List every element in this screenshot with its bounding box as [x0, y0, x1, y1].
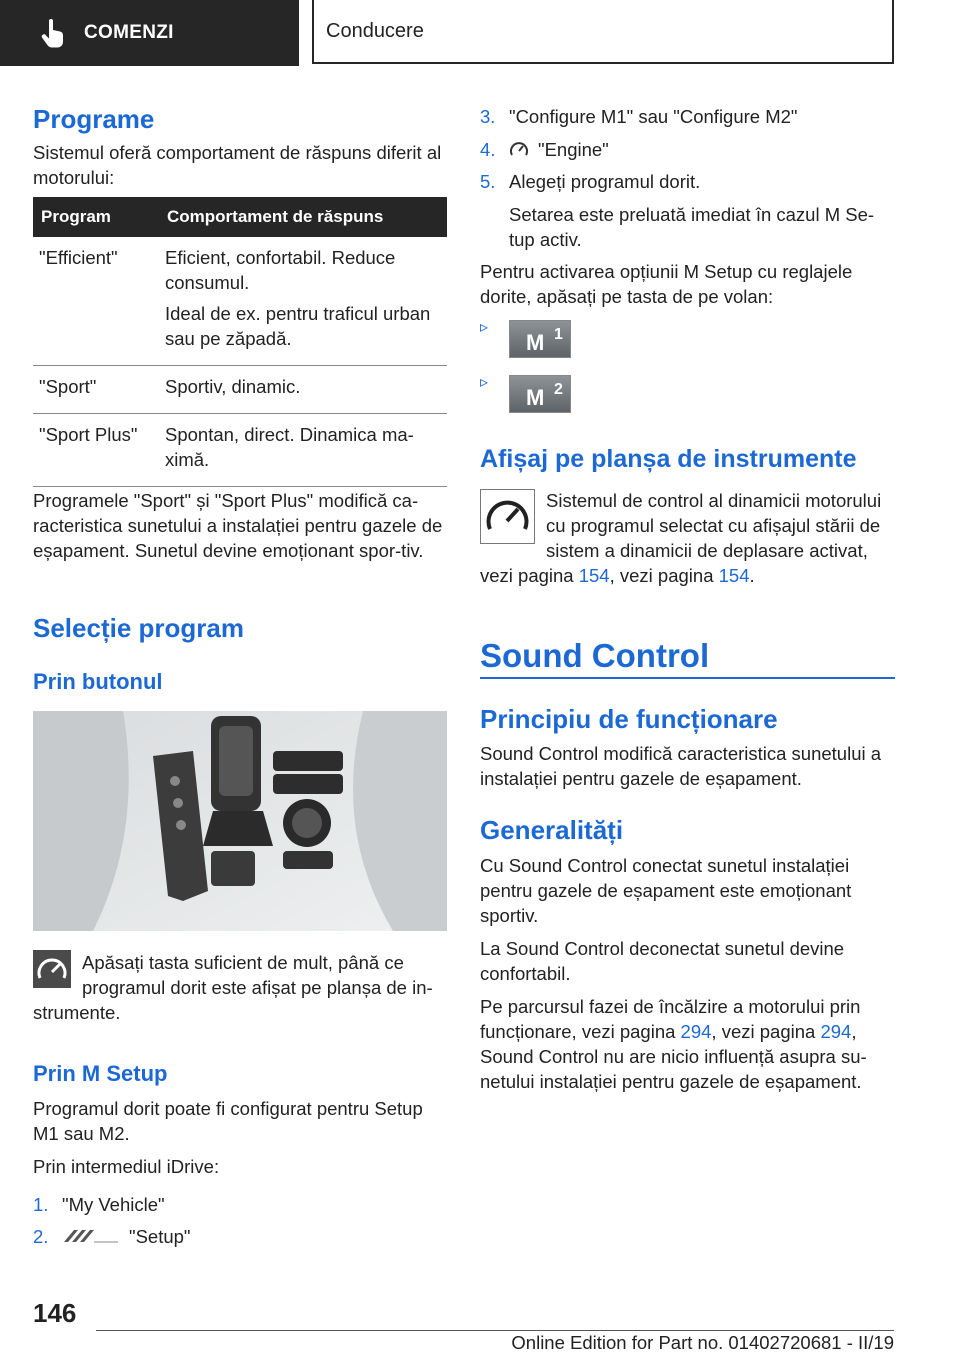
table-cell-response	[159, 237, 447, 366]
edition-footer: Online Edition for Part no. 01402720681 - II/19	[511, 1332, 894, 1353]
section-tab-label: COMENZI	[84, 22, 174, 43]
step-number: 5.	[480, 171, 496, 192]
prin-butonul-text-2: programul dorit este afișat pe planșa de in-	[82, 977, 433, 998]
bullet-marker: ▹	[480, 319, 489, 336]
center-console-image	[33, 711, 447, 931]
table-row	[33, 237, 447, 366]
list-item	[33, 1224, 447, 1249]
table-cell-program: "Efficient"	[39, 247, 118, 268]
page-link[interactable]: 294	[680, 1021, 712, 1042]
table-header-program: Program	[33, 197, 159, 237]
section-tab[interactable]	[0, 0, 299, 66]
driving-dynamics-icon	[33, 950, 71, 988]
programe-heading: Programe	[33, 104, 155, 134]
table-header-response: Comportament de răspuns	[159, 197, 447, 237]
prin-butonul-text-3: strumente.	[33, 1002, 121, 1023]
generalitati-text-3e: Sound Control nu are nicio influență asupra su-	[480, 1046, 867, 1067]
chapter-tab-label: Conducere	[326, 19, 424, 42]
response-line: Spontan, direct. Dinamica ma-ximă.	[165, 424, 414, 470]
section-divider	[480, 677, 895, 679]
generalitati-text-3b	[480, 1019, 856, 1044]
afisaj-reference	[480, 563, 755, 588]
generalitati-text-3a: Pe parcursul fazei de încălzire a motorului prin	[480, 996, 861, 1017]
response-line: Ideal de ex. pentru traficul urban sau pe zăpadă.	[165, 303, 431, 349]
generalitati-heading: Generalități	[480, 815, 624, 845]
prin-msetup-text: Programul dorit poate fi configurat pentru Setup M1 sau M2.	[33, 1098, 423, 1144]
sound-control-heading: Sound Control	[480, 637, 710, 674]
step-number: 1.	[33, 1194, 49, 1215]
svg-text:M: M	[526, 385, 545, 410]
m-stripes-icon	[62, 1226, 120, 1246]
prin-butonul-text-1: Apăsați tasta suficient de mult, până ce	[82, 952, 404, 973]
ref-text: funcționare, vezi pagina	[480, 1021, 681, 1042]
ref-text: .	[749, 565, 755, 586]
step-text: "Engine"	[538, 139, 609, 160]
table-row	[33, 366, 447, 414]
page-link[interactable]: 154	[578, 565, 610, 586]
m1-button[interactable]	[509, 320, 571, 358]
afisaj-text-2: cu programul selectat cu afișajul stării de	[546, 515, 881, 536]
engine-dial-icon	[509, 140, 529, 158]
programe-intro: Sistemul oferă comportament de răspuns diferit al motorului:	[33, 142, 442, 188]
principiu-heading: Principiu de funcționare	[480, 704, 778, 734]
afisaj-text-3: sistem a dinamicii de deplasare activat,	[546, 540, 868, 561]
step5-note-2: tup activ.	[509, 229, 582, 250]
list-item	[33, 1192, 447, 1217]
page-header	[0, 0, 960, 66]
idrive-text: Prin intermediul iDrive:	[33, 1156, 220, 1177]
list-item	[480, 137, 895, 162]
afisaj-heading: Afișaj pe planșa de instrumente	[480, 445, 857, 473]
step-text: "Setup"	[129, 1226, 191, 1247]
step-text: Alegeți programul dorit.	[509, 171, 701, 192]
footer-divider	[96, 1330, 894, 1331]
driving-dynamics-icon	[480, 489, 535, 544]
ref-text: ,	[851, 1021, 857, 1042]
generalitati-text-3f: netului instalației pentru gazele de eșapament.	[480, 1071, 862, 1092]
ref-text: , vezi pagina	[711, 1021, 821, 1042]
ref-text: vezi pagina	[480, 565, 579, 586]
table-cell-program: "Sport"	[39, 376, 97, 397]
table-cell-program: "Sport Plus"	[39, 424, 138, 445]
step-number: 2.	[33, 1226, 49, 1247]
step-number: 3.	[480, 106, 496, 127]
table-row	[33, 414, 447, 487]
response-line: Sportiv, dinamic.	[165, 376, 301, 397]
generalitati-text-2: La Sound Control deconectat sunetul devine confortabil.	[480, 938, 845, 984]
page-link[interactable]: 154	[718, 565, 750, 586]
generalitati-text-1: Cu Sound Control conectat sunetul instalației pentru gazele de eșapament este emoționant sportiv.	[480, 855, 852, 926]
programe-outro: Programele "Sport" și "Sport Plus" modifică ca-racteristica sunetului a instalației pentru gazele de eșapament. Sunetul devine emoționant spor-tiv.	[33, 490, 443, 561]
activation-text: Pentru activarea opțiunii M Setup cu reglajele dorite, apăsați pe tasta de pe volan:	[480, 261, 853, 307]
page-number: 146	[33, 1298, 77, 1328]
svg-text:M: M	[526, 330, 545, 355]
response-line: Eficient, confortabil. Reduce consumul.	[165, 247, 396, 293]
table-cell-response	[159, 366, 447, 414]
prin-msetup-heading: Prin M Setup	[33, 1061, 168, 1086]
selectie-heading: Selecție program	[33, 613, 244, 643]
afisaj-text-1: Sistemul de control al dinamicii motorului	[546, 490, 882, 511]
principiu-text: Sound Control modifică caracteristica sunetului a instalației pentru gazele de eșapament.	[480, 743, 882, 789]
response-table	[33, 197, 447, 487]
list-item	[480, 104, 895, 129]
step5-note-1: Setarea este preluată imediat în cazul M Se-	[509, 204, 875, 225]
m2-button[interactable]	[509, 375, 571, 413]
list-item	[480, 169, 895, 194]
bullet-marker: ▹	[480, 374, 489, 391]
svg-text:1: 1	[554, 326, 563, 343]
step-text: "My Vehicle"	[62, 1194, 165, 1215]
ref-text: , vezi pagina	[609, 565, 719, 586]
step-text: "Configure M1" sau "Configure M2"	[509, 106, 798, 127]
svg-text:2: 2	[554, 381, 563, 398]
table-cell-response	[159, 414, 447, 487]
chapter-tab[interactable]	[312, 0, 894, 64]
step-number: 4.	[480, 139, 496, 160]
page-link[interactable]: 294	[820, 1021, 852, 1042]
hand-pointer-icon	[40, 18, 66, 48]
prin-butonul-heading: Prin butonul	[33, 669, 163, 694]
